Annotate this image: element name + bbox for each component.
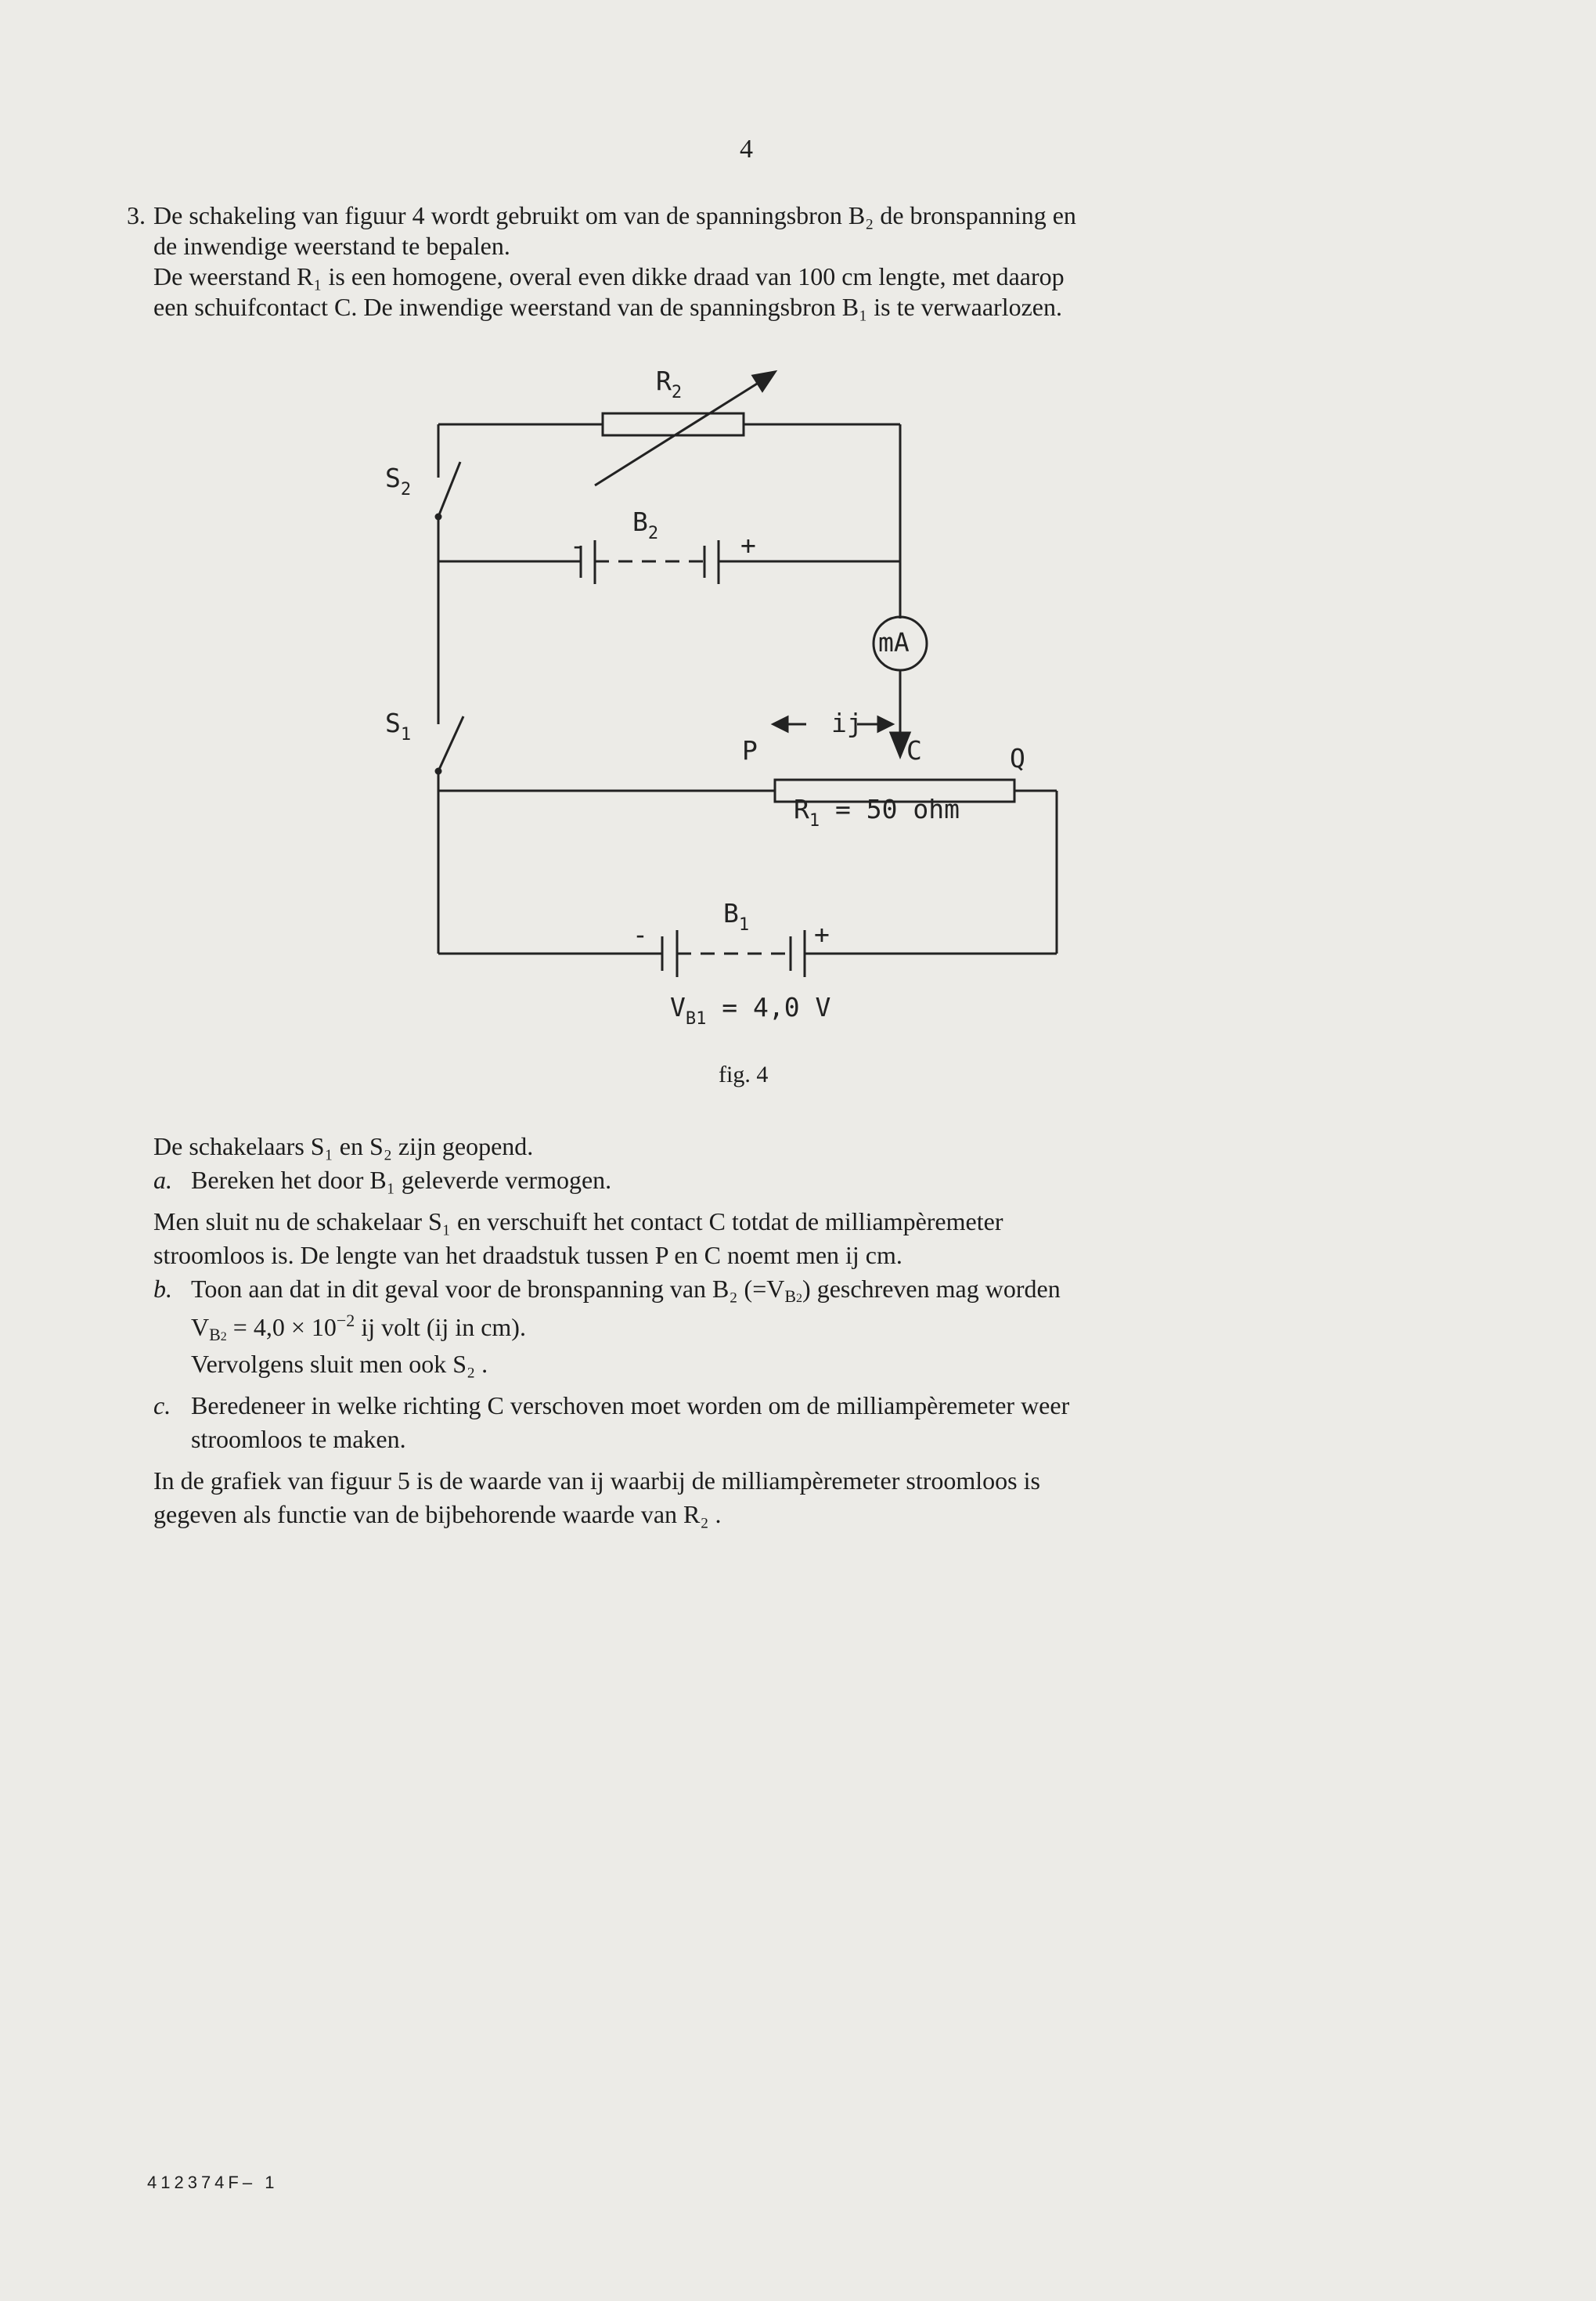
r2-arrowhead: [753, 372, 775, 391]
question-number: 3.: [127, 201, 146, 229]
intro-line-3: De weerstand R₁ is een homogene, overal even dikke draad van 100 cm lengte, met daarop: [153, 262, 1065, 291]
label-milliammeter: mA: [878, 627, 910, 658]
label-s1: $S_1$: [385, 708, 412, 745]
label-p: P: [742, 735, 758, 766]
question-body: [153, 1131, 1374, 1533]
line-graph-2: gegeven als functie van de bijbehorende waarde van R₂ .: [153, 1499, 722, 1528]
item-b-formula: $V_{B2} = 4,0 \times 10^{-2}$ ij volt (ij in cm).: [191, 1310, 526, 1344]
label-r1: $R_1 = 50$ ohm: [794, 794, 960, 831]
item-a: a. Bereken het door B₁ geleverde vermogen.: [153, 1166, 612, 1195]
line-close-1: Men sluit nu de schakelaar S₁ en verschuift het contact C totdat de milliampèremeter: [153, 1207, 1003, 1236]
switch-s2-blade: [438, 462, 460, 517]
intro-line-4: een schuifcontact C. De inwendige weerstand van de spanningsbron B₁ is te verwaarlozen.: [153, 293, 1062, 322]
label-b1: $B_1$: [723, 898, 750, 935]
switch-s1-blade: [438, 716, 463, 771]
figure-caption: fig. 4: [719, 1062, 769, 1087]
item-b: b. Toon aan dat in dit geval voor de bronspanning van B₂ $(=V_{B2})$ geschreven mag worden: [153, 1275, 1061, 1307]
label-c: C: [906, 735, 922, 766]
label-b1-plus: +: [814, 919, 830, 950]
resistor-r2-body: [603, 413, 744, 435]
label-ij: ij: [831, 708, 863, 738]
line-graph-1: In de grafiek van figuur 5 is de waarde van ij waarbij de milliampèremeter stroomloos is: [153, 1466, 1040, 1495]
line-close-2: stroomloos is. De lengte van het draadstuk tussen P en C noemt men ij cm.: [153, 1241, 902, 1270]
item-c-line-2: stroomloos te maken.: [191, 1424, 406, 1453]
intro-line-2: de inwendige weerstand te bepalen.: [153, 232, 510, 261]
line-switches: De schakelaars S₁ en S₂ zijn geopend.: [153, 1132, 534, 1160]
label-r2: $R_2$: [656, 366, 683, 402]
label-b2-plus: +: [740, 530, 756, 561]
footer-code: 412374F– 1: [147, 2173, 279, 2192]
label-b2: $B_2$: [632, 507, 659, 543]
item-c: c. Beredeneer in welke richting C verschoven moet worden om de milliampèremeter weer: [153, 1390, 1070, 1419]
circuit-diagram: [0, 0, 1596, 1112]
label-q: Q: [1010, 743, 1025, 774]
page-number: 4: [740, 135, 753, 164]
label-b1-minus: -: [632, 919, 648, 950]
intro-line-1: 3. De schakeling van figuur 4 wordt gebruikt om van de spanningsbron B₂ de bronspanning en: [153, 200, 1374, 231]
label-vb1: $V_{B1} = 4,0$ V: [670, 992, 831, 1029]
label-s2: $S_2$: [385, 463, 412, 500]
label-b2-minus: -: [570, 530, 585, 561]
line-then: Vervolgens sluit men ook S₂ .: [191, 1349, 488, 1378]
